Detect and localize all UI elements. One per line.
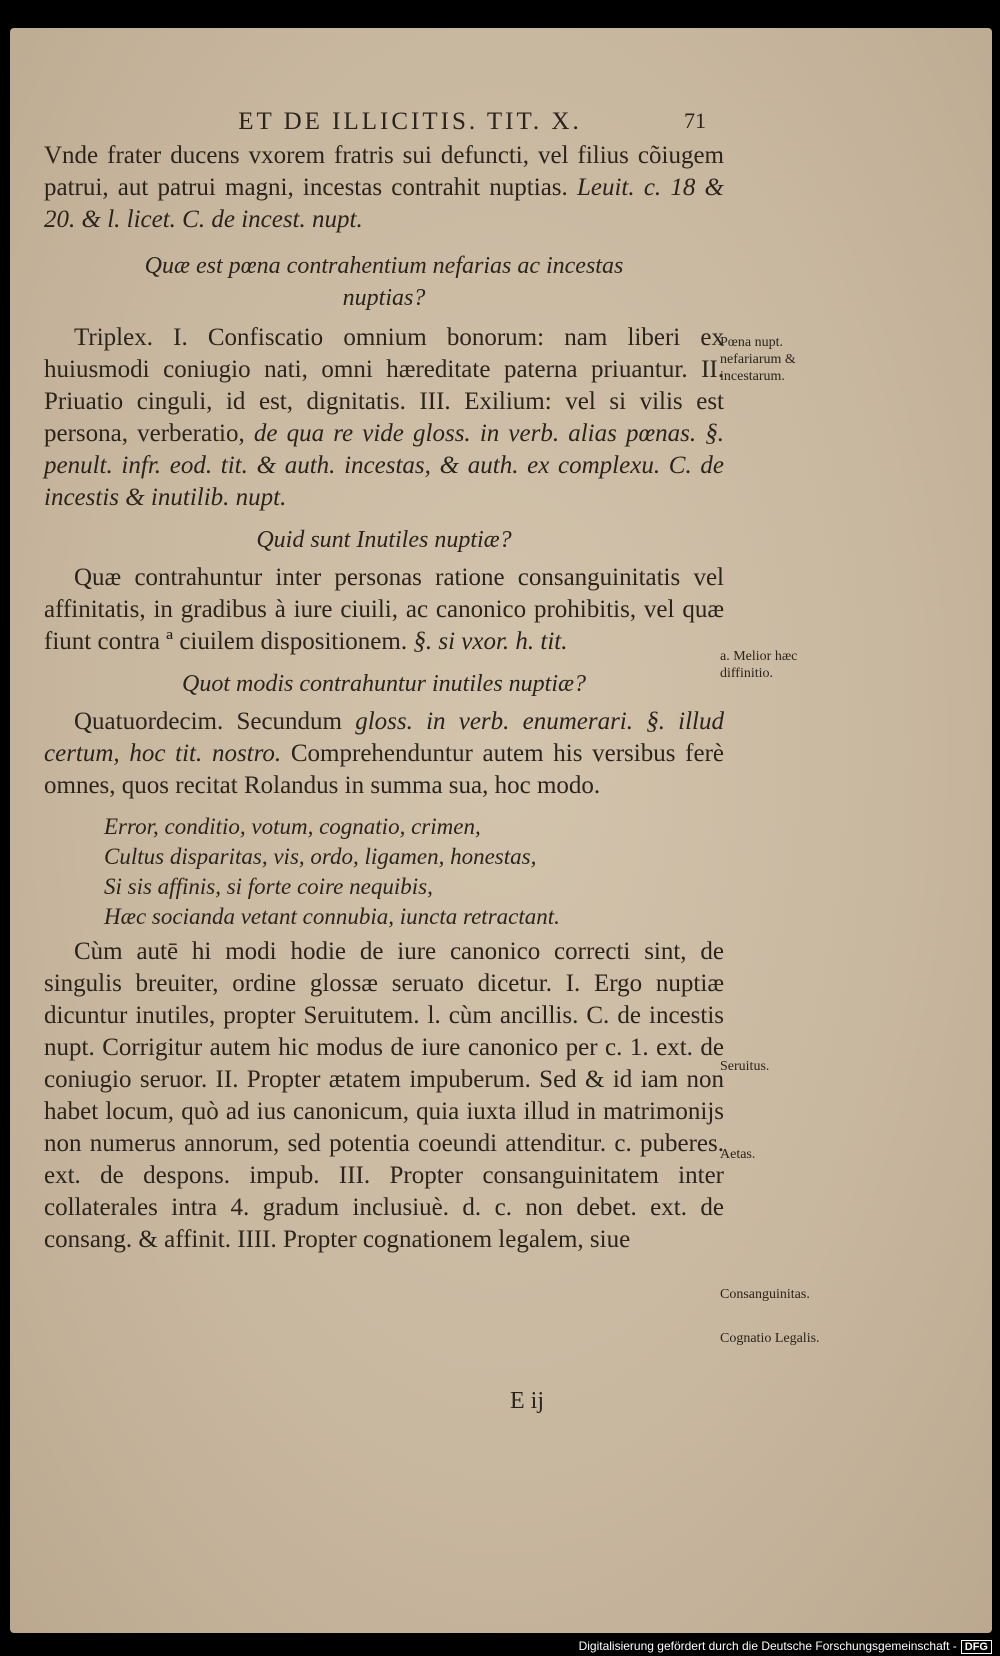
citation: §. si vxor. h. tit. <box>413 628 568 655</box>
margin-note: Aetas. <box>720 1147 756 1162</box>
verse-line: Cultus disparitas, vis, ordo, ligamen, honestas, <box>104 844 537 869</box>
margin-note: Consanguinitas. <box>720 1287 810 1302</box>
citation: gloss. in verb. enumerari. §. illud certum, hoc tit. nostro. <box>44 708 724 767</box>
question-3: Quot modis contrahuntur inutiles nuptiæ? <box>181 671 586 697</box>
margin-note: Cognatio Legalis. <box>720 1331 820 1346</box>
paragraph-3: Quæ contrahuntur inter personas ratione consanguinitatis vel affinitatis, in gradibus à iure ciuili, ac canonico prohibitis, vel quæ fiunt contra ª ciuilem dispositionem. §. si vxor. h. tit. <box>44 564 724 655</box>
folio-number: 71 <box>684 108 706 133</box>
verse-line: Si sis affinis, si forte coire nequibis, <box>104 874 433 899</box>
verse-block <box>44 812 724 932</box>
paragraph-2: Triplex. I. Confiscatio omnium bonorum: nam liberi ex huiusmodi coniugio nati, omni hæreditate paterna priuantur. II. Priuatio cinguli, id est, dignitatis. III. Exilium: vel si vilis est persona, verberatio, de qua re vide gloss. in verb. alias pœnas. §. penult. infr. eod. tit. & auth. incestas, & auth. ex complexu. C. de incestis & inutilib. nupt. <box>44 324 725 511</box>
main-text <box>44 140 724 1256</box>
question-1: Quæ est pœna contrahentium nefarias ac incestas nuptias? <box>144 253 624 311</box>
paragraph-4: Quatuordecim. Secundum gloss. in verb. enumerari. §. illud certum, hoc tit. nostro. Comprehenduntur autem his versibus ferè omnes, quos recitat Rolandus in summa sua, hoc modo. <box>44 708 724 799</box>
footer-credit: Digitalisierung gefördert durch die Deutsche Forschungsgemeinschaft - DFG <box>579 1639 992 1654</box>
verse-line: Error, conditio, votum, cognatio, crimen, <box>104 814 481 839</box>
margin-note: Pœna nupt. nefariarum & incestarum. <box>720 335 796 384</box>
margin-note: a. Melior hæc diffinitio. <box>720 649 798 681</box>
signature-mark: E ij <box>510 1388 544 1414</box>
running-head: ET DE ILLICITIS. TIT. X. <box>238 108 582 135</box>
paragraph-1: Vnde frater ducens vxorem fratris sui defuncti, vel filius cõiugem patrui, aut patrui magni, incestas contrahit nuptias. Leuit. c. 18 & 20. & l. licet. C. de incest. nupt. <box>44 142 724 233</box>
verse-line: Hæc socianda vetant connubia, iuncta retractant. <box>104 904 560 929</box>
citation: de qua re vide gloss. in verb. alias pœnas. §. penult. infr. eod. tit. & auth. incestas, & auth. ex complexu. C. de incestis & inutilib. nupt. <box>44 420 725 511</box>
citation: Leuit. c. 18 & 20. & l. licet. C. de incest. nupt. <box>44 174 724 233</box>
paragraph-5: Cùm autē hi modi hodie de iure canonico correcti sint, de singulis breuiter, ordine glossæ seruato dicetur. I. Ergo nuptiæ dicuntur inutiles, propter Seruitutem. l. cùm ancillis. C. de incestis nupt. Corrigitur autem hic modus de iure canonico per c. 1. ext. de coniugio seruor. II. Propter ætatem impuberum. Sed & id iam non habet locum, quò ad ius canonicum, quia iuxta illud in matrimonijs non numerus annorum, sed potentia coeundi attenditur. c. puberes. ext. de despons. impub. III. Propter consanguinitatem inter collaterales intra 4. gradum inclusiuè. d. c. non debet. ext. de consang. & affinit. IIII. Propter cognationem legalem, siue <box>44 938 724 1253</box>
book-page <box>10 28 992 1633</box>
dfg-logo: DFG <box>961 1640 992 1654</box>
question-2: Quid sunt Inutiles nuptiæ? <box>256 527 512 553</box>
margin-note: Seruitus. <box>720 1059 770 1074</box>
